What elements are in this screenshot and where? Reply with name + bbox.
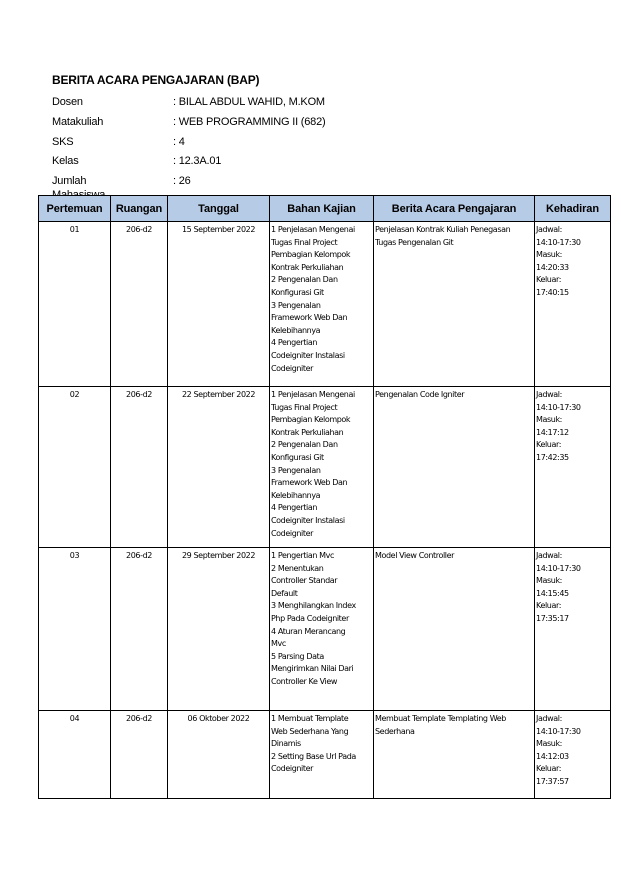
header-bahan-kajian: Bahan Kajian [270, 196, 374, 222]
header-berita-acara: Berita Acara Pengajaran [374, 196, 535, 222]
cell-ruangan: 206-d2 [111, 387, 168, 548]
info-value: : WEB PROGRAMMING II (682) [173, 115, 326, 128]
cell-kehadiran: Jadwal: 14:10-17:30 Masuk: 14:12:03 Keluar: 17:37:57 [535, 711, 611, 799]
cell-pertemuan: 03 [39, 548, 111, 711]
cell-bahan-kajian: 1 Pengertian Mvc 2 Menentukan Controller Standar Default 3 Menghilangkan Index Php Pada Codeigniter 4 Aturan Merancang Mvc 5 Parsing Data Mengirimkan Nilai Dari Controller Ke View [270, 548, 374, 711]
table-row [39, 387, 611, 548]
info-value: : 12.3A.01 [173, 155, 222, 168]
cell-berita-acara: Pengenalan Code Igniter [374, 387, 535, 548]
table-header-row [39, 196, 611, 222]
cell-berita-acara: Model View Controller [374, 548, 535, 711]
document-title: BERITA ACARA PENGAJARAN (BAP) [52, 73, 260, 87]
cell-pertemuan: 02 [39, 387, 111, 548]
cell-tanggal: 22 September 2022 [168, 387, 270, 548]
info-value: : BILAL ABDUL WAHID, M.KOM [173, 96, 325, 108]
cell-tanggal: 06 Oktober 2022 [168, 711, 270, 799]
info-value: : 26 [173, 175, 191, 188]
cell-kehadiran: Jadwal: 14:10-17:30 Masuk: 14:15:45 Keluar: 17:35:17 [535, 548, 611, 711]
info-value: : 4 [173, 135, 185, 148]
table-row [39, 711, 611, 799]
cell-bahan-kajian: 1 Penjelasan Mengenai Tugas Final Project Pembagian Kelompok Kontrak Perkuliahan 2 Pengenalan Dan Konfigurasi Git 3 Pengenalan Framework Web Dan Kelebihannya 4 Pengertian Codeigniter Instalasi Codeigniter [270, 222, 374, 387]
info-label: Jumlah [52, 175, 87, 188]
info-label: Matakuliah [52, 115, 104, 128]
header-kehadiran: Kehadiran [535, 196, 611, 222]
table-row [39, 548, 611, 711]
cell-bahan-kajian: 1 Penjelasan Mengenai Tugas Final Project Pembagian Kelompok Kontrak Perkuliahan 2 Pengenalan Dan Konfigurasi Git 3 Pengenalan Framework Web Dan Kelebihannya 4 Pengertian Codeigniter Instalasi Codeigniter [270, 387, 374, 548]
cell-ruangan: 206-d2 [111, 711, 168, 799]
cell-tanggal: 29 September 2022 [168, 548, 270, 711]
cell-kehadiran: Jadwal: 14:10-17:30 Masuk: 14:20:33 Keluar: 17:40:15 [535, 222, 611, 387]
cell-kehadiran: Jadwal: 14:10-17:30 Masuk: 14:17:12 Keluar: 17:42:35 [535, 387, 611, 548]
info-label: Dosen [52, 96, 83, 108]
info-label: SKS [52, 135, 74, 148]
cell-berita-acara: Penjelasan Kontrak Kuliah Penegasan Tugas Pengenalan Git [374, 222, 535, 387]
cell-berita-acara: Membuat Template Templating Web Sederhana [374, 711, 535, 799]
cell-pertemuan: 04 [39, 711, 111, 799]
cell-ruangan: 206-d2 [111, 222, 168, 387]
info-label: Kelas [52, 155, 79, 168]
cell-pertemuan: 01 [39, 222, 111, 387]
cell-bahan-kajian: 1 Membuat Template Web Sederhana Yang Dinamis 2 Setting Base Url Pada Codeigniter [270, 711, 374, 799]
bap-table [38, 195, 611, 799]
header-pertemuan: Pertemuan [39, 196, 111, 222]
header-ruangan: Ruangan [111, 196, 168, 222]
cell-tanggal: 15 September 2022 [168, 222, 270, 387]
table-row [39, 222, 611, 387]
header-tanggal: Tanggal [168, 196, 270, 222]
cell-ruangan: 206-d2 [111, 548, 168, 711]
